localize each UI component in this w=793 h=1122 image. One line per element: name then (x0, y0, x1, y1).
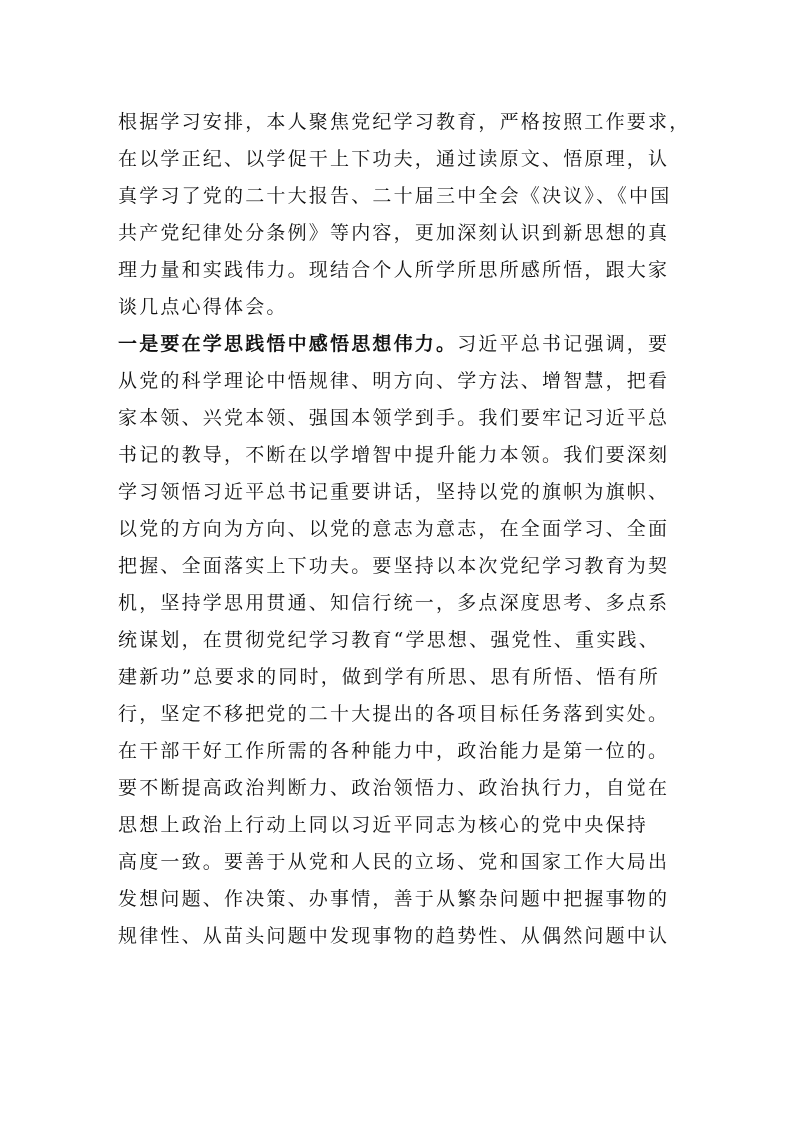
paragraph-line: 学习领悟习近平总书记重要讲话，坚持以党的旗帜为旗帜、 (118, 481, 670, 503)
paragraph-line: 统谋划，在贯彻党纪学习教育“学思想、强党性、重实践、 (118, 629, 660, 651)
paragraph-line: 书记的教导，不断在以学增智中提升能力本领。我们要深刻 (118, 444, 670, 466)
paragraph-line: 规律性、从苗头问题中发现事物的趋势性、从偶然问题中认 (118, 925, 670, 947)
paragraph-line: 理力量和实践伟力。现结合个人所学所思所感所悟，跟大家 (118, 259, 670, 281)
paragraph-line: 发想问题、作决策、办事情，善于从繁杂问题中把握事物的 (118, 888, 670, 910)
paragraph-line: 建新功”总要求的同时，做到学有所思、思有所悟、悟有所 (118, 666, 660, 688)
paragraph-line: 共产党纪律处分条例》等内容，更加深刻认识到新思想的真 (118, 222, 670, 244)
paragraph-line: 家本领、兴党本领、强国本领学到手。我们要牢记习近平总 (118, 407, 670, 429)
paragraph-line: 要不断提高政治判断力、政治领悟力、政治执行力，自觉在 (118, 777, 670, 799)
section-heading: 一是要在学思践悟中感悟思想伟力。 (118, 333, 458, 355)
paragraph-line: 在以学正纪、以学促干上下功夫，通过读原文、悟原理，认 (118, 148, 670, 170)
paragraph-line: 高度一致。要善于从党和人民的立场、党和国家工作大局出 (118, 851, 670, 873)
paragraph-line: 谈几点心得体会。 (118, 296, 288, 318)
paragraph-line: 在干部干好工作所需的各种能力中，政治能力是第一位的。 (118, 740, 670, 762)
document-body (118, 104, 690, 955)
section-first-line-text: 习近平总书记强调，要 (457, 333, 670, 355)
paragraph-line: 思想上政治上行动上同以习近平同志为核心的党中央保持 (118, 814, 649, 836)
paragraph-line: 以党的方向为方向、以党的意志为意志，在全面学习、全面 (118, 518, 670, 540)
paragraph-line: 机，坚持学思用贯通、知信行统一，多点深度思考、多点系 (118, 592, 670, 614)
paragraph-line: 根据学习安排，本人聚焦党纪学习教育，严格按照工作要求， (118, 111, 690, 133)
section-heading-line (118, 326, 690, 363)
paragraph-line: 从党的科学理论中悟规律、明方向、学方法、增智慧，把看 (118, 370, 670, 392)
paragraph-line: 行，坚定不移把党的二十大提出的各项目标任务落到实处。 (118, 703, 670, 725)
paragraph-line: 真学习了党的二十大报告、二十届三中全会《决议》、《中国 (118, 185, 672, 207)
paragraph-line: 把握、全面落实上下功夫。要坚持以本次党纪学习教育为契 (118, 555, 670, 577)
